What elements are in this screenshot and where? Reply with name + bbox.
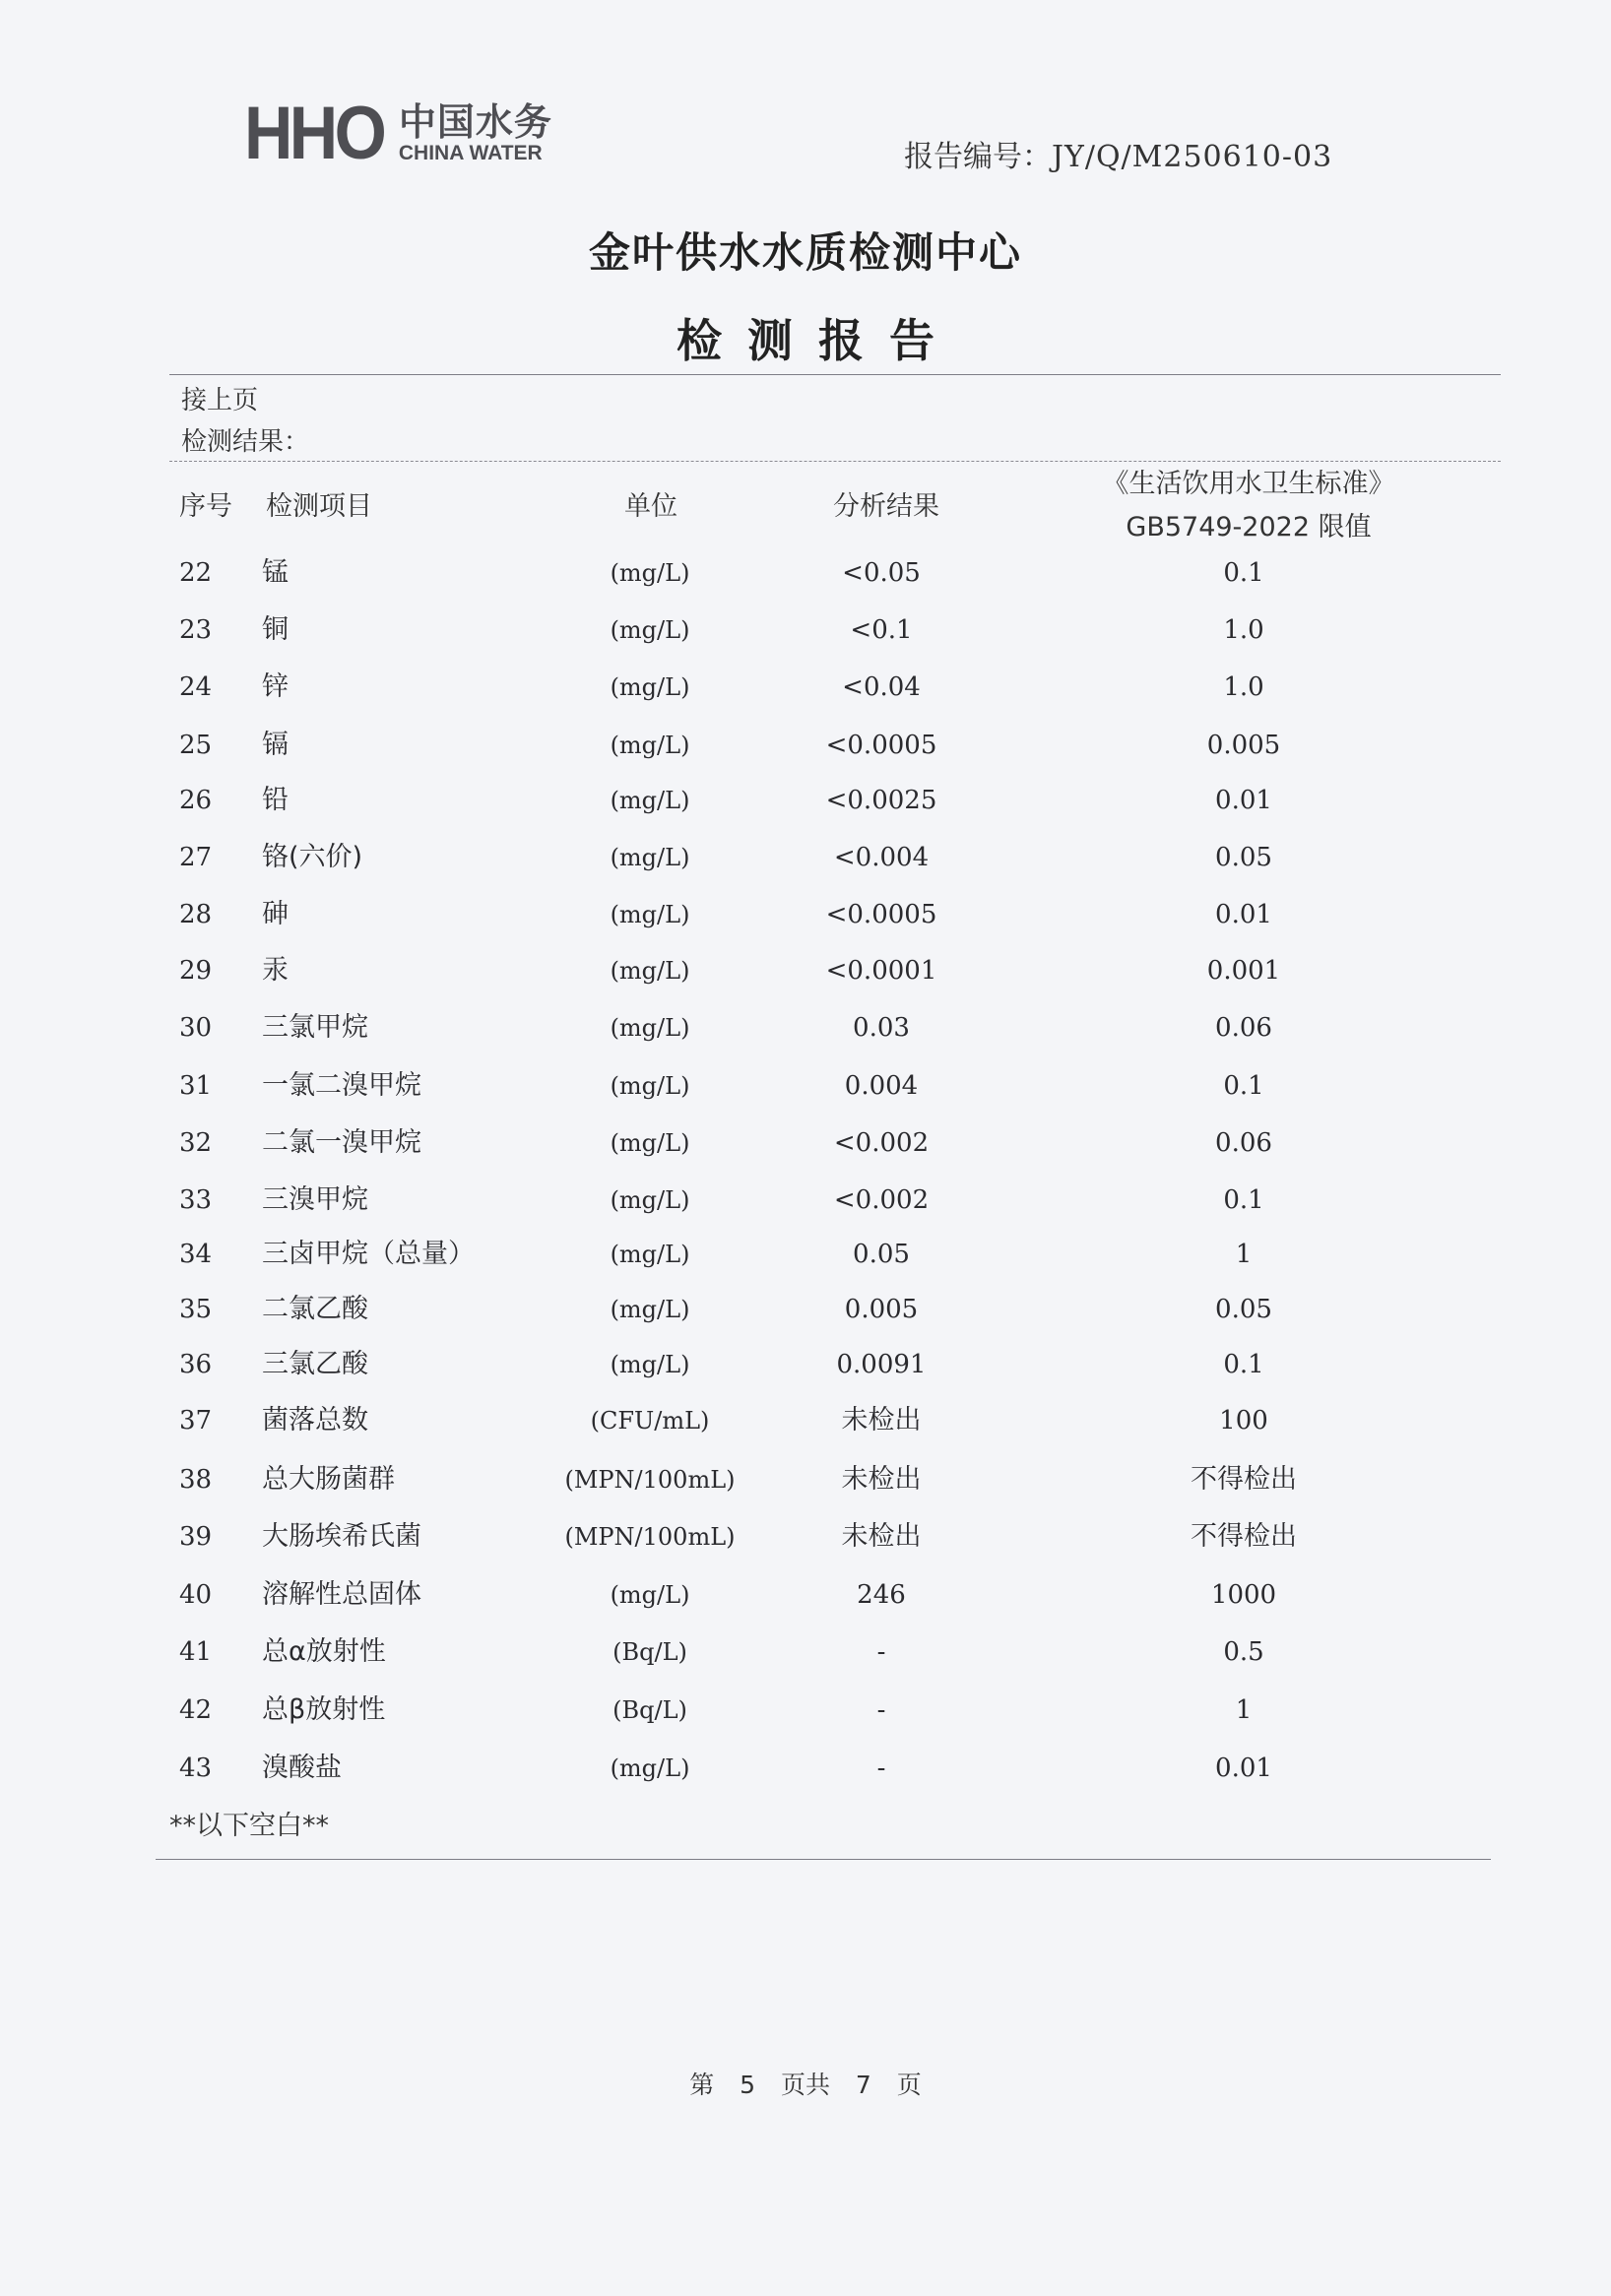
table-row <box>0 1235 1611 1274</box>
test-item: 砷 <box>262 899 289 929</box>
standard-limit: 0.05 <box>1215 1295 1272 1324</box>
row-number: 22 <box>179 558 213 588</box>
blank-below-note: **以下空白** <box>169 1811 329 1841</box>
test-item: 二氯一溴甲烷 <box>262 1127 421 1158</box>
standard-limit: 100 <box>1219 1406 1268 1435</box>
table-row <box>0 1290 1611 1329</box>
row-number: 41 <box>179 1637 213 1667</box>
standard-limit: 1.0 <box>1223 615 1264 645</box>
unit: (CFU/mL) <box>590 1407 710 1435</box>
table-row <box>0 1517 1611 1557</box>
unit: (mg/L) <box>610 1296 690 1323</box>
standard-limit: 不得检出 <box>1191 1464 1297 1495</box>
table-row <box>0 1632 1611 1672</box>
test-item: 三氯乙酸 <box>262 1349 368 1379</box>
page-footer: 第 5 页共 7 页 <box>689 2071 922 2099</box>
row-number: 36 <box>179 1350 213 1379</box>
unit: (mg/L) <box>610 844 690 871</box>
test-item: 汞 <box>262 955 289 986</box>
standard-limit: 0.1 <box>1223 1350 1264 1379</box>
result-value: - <box>876 1695 886 1725</box>
result-value: 未检出 <box>841 1464 922 1495</box>
result-value: 0.004 <box>844 1071 919 1101</box>
row-number: 37 <box>179 1406 213 1435</box>
result-value: <0.0005 <box>825 731 937 760</box>
unit: (mg/L) <box>610 1581 690 1609</box>
result-value: - <box>876 1754 886 1783</box>
unit: (mg/L) <box>610 1241 690 1268</box>
unit: (MPN/100mL) <box>564 1523 736 1551</box>
row-number: 33 <box>179 1185 213 1215</box>
row-number: 31 <box>179 1071 213 1101</box>
organization-title: 金叶供水水质检测中心 <box>588 228 1022 277</box>
test-item: 二氯乙酸 <box>262 1294 368 1324</box>
table-row <box>0 1575 1611 1615</box>
row-number: 38 <box>179 1465 213 1495</box>
table-row <box>0 1690 1611 1730</box>
table-row <box>0 1401 1611 1440</box>
test-item: 总大肠菌群 <box>262 1464 395 1495</box>
result-value: <0.05 <box>842 558 921 588</box>
standard-code: GB5749-2022 限值 <box>1126 512 1372 542</box>
table-row <box>0 1008 1611 1048</box>
row-number: 23 <box>179 615 213 645</box>
row-number: 35 <box>179 1295 213 1324</box>
table-row <box>0 726 1611 765</box>
column-header-unit: 单位 <box>624 491 677 522</box>
logo-mark: HHO <box>244 92 384 175</box>
table-row <box>0 668 1611 707</box>
table-row <box>0 1345 1611 1384</box>
table-row <box>0 1460 1611 1499</box>
table-row <box>0 781 1611 820</box>
unit: (Bq/L) <box>612 1638 687 1666</box>
table-row <box>0 1066 1611 1106</box>
standard-limit: 0.1 <box>1223 1185 1264 1215</box>
result-value: <0.1 <box>850 615 913 645</box>
column-header-no: 序号 <box>179 491 232 522</box>
test-item: 三溴甲烷 <box>262 1184 368 1215</box>
table-row <box>0 895 1611 934</box>
result-value: <0.0001 <box>825 956 937 986</box>
logo-text <box>398 99 552 165</box>
row-number: 25 <box>179 731 213 760</box>
result-value: 0.005 <box>844 1295 919 1324</box>
table-row <box>0 610 1611 650</box>
unit: (mg/L) <box>610 1014 690 1042</box>
column-header-item: 检测项目 <box>266 491 372 522</box>
result-value: 未检出 <box>841 1521 922 1552</box>
result-value: <0.0005 <box>825 900 937 929</box>
row-number: 24 <box>179 672 213 702</box>
test-item: 三卤甲烷（总量） <box>262 1239 475 1269</box>
standard-limit: 0.05 <box>1215 843 1272 872</box>
column-header-result: 分析结果 <box>833 491 939 522</box>
result-value: 0.05 <box>853 1240 910 1269</box>
result-value: - <box>876 1637 886 1667</box>
result-value: 0.0091 <box>836 1350 927 1379</box>
table-row <box>0 1749 1611 1788</box>
standard-name: 《生活饮用水卫生标准》 <box>1102 469 1395 499</box>
test-item: 溶解性总固体 <box>262 1579 421 1610</box>
header-divider <box>169 461 1501 462</box>
table-row <box>0 951 1611 990</box>
test-item: 菌落总数 <box>262 1405 368 1435</box>
row-number: 32 <box>179 1128 213 1158</box>
report-number-value: JY/Q/M250610-03 <box>1052 140 1333 174</box>
test-item: 总β放射性 <box>262 1694 386 1725</box>
test-item: 总α放射性 <box>262 1636 386 1667</box>
row-number: 30 <box>179 1013 213 1043</box>
row-number: 26 <box>179 786 213 815</box>
unit: (mg/L) <box>610 1186 690 1214</box>
unit: (mg/L) <box>610 787 690 814</box>
company-logo <box>244 92 552 175</box>
table-row <box>0 1123 1611 1163</box>
test-item: 大肠埃希氏菌 <box>262 1521 421 1552</box>
standard-limit: 0.001 <box>1206 956 1281 986</box>
standard-limit: 1 <box>1235 1240 1253 1269</box>
document-title: 检测报告 <box>677 314 960 367</box>
row-number: 39 <box>179 1522 213 1552</box>
row-number: 28 <box>179 900 213 929</box>
standard-limit: 0.1 <box>1223 558 1264 588</box>
test-item: 一氯二溴甲烷 <box>262 1070 421 1101</box>
test-item: 锰 <box>262 557 289 588</box>
test-item: 锌 <box>262 671 289 702</box>
result-value: <0.002 <box>833 1128 930 1158</box>
unit: (mg/L) <box>610 732 690 759</box>
result-value: 0.03 <box>853 1013 910 1043</box>
result-value: <0.0025 <box>825 786 937 815</box>
standard-limit: 0.06 <box>1215 1128 1272 1158</box>
standard-limit: 1 <box>1235 1695 1253 1725</box>
unit: (mg/L) <box>610 901 690 928</box>
test-item: 镉 <box>262 730 289 760</box>
unit: (mg/L) <box>610 1351 690 1378</box>
test-item: 铅 <box>262 785 289 815</box>
row-number: 34 <box>179 1240 213 1269</box>
results-label: 检测结果： <box>181 427 310 457</box>
logo-chinese-name: 中国水务 <box>398 99 552 144</box>
standard-limit: 0.01 <box>1215 786 1272 815</box>
unit: (mg/L) <box>610 1754 690 1782</box>
table-row <box>0 553 1611 593</box>
standard-limit: 0.06 <box>1215 1013 1272 1043</box>
standard-limit: 1000 <box>1210 1580 1277 1610</box>
result-value: <0.04 <box>842 672 921 702</box>
unit: (mg/L) <box>610 673 690 701</box>
standard-limit: 1.0 <box>1223 672 1264 702</box>
logo-english-name: CHINA WATER <box>398 142 543 165</box>
standard-limit: 0.01 <box>1215 1754 1272 1783</box>
row-number: 43 <box>179 1754 213 1783</box>
standard-limit: 0.1 <box>1223 1071 1264 1101</box>
report-number-label: 报告编号： <box>904 140 1052 174</box>
test-item: 三氯甲烷 <box>262 1012 368 1043</box>
standard-limit: 不得检出 <box>1191 1521 1297 1552</box>
test-item: 铜 <box>262 614 289 645</box>
test-item: 溴酸盐 <box>262 1753 342 1783</box>
unit: (mg/L) <box>610 1072 690 1100</box>
unit: (mg/L) <box>610 957 690 985</box>
test-item: 铬(六价) <box>262 842 363 872</box>
unit: (mg/L) <box>610 616 690 644</box>
report-number <box>904 132 1332 175</box>
top-divider <box>169 374 1501 375</box>
table-row <box>0 1180 1611 1220</box>
standard-limit: 0.5 <box>1223 1637 1264 1667</box>
row-number: 42 <box>179 1695 213 1725</box>
result-value: 246 <box>857 1580 906 1610</box>
standard-limit: 0.005 <box>1206 731 1281 760</box>
unit: (Bq/L) <box>612 1696 687 1724</box>
result-value: 未检出 <box>841 1405 922 1435</box>
bottom-divider <box>156 1859 1491 1860</box>
table-row <box>0 838 1611 877</box>
row-number: 40 <box>179 1580 213 1610</box>
unit: (MPN/100mL) <box>564 1466 736 1494</box>
result-value: <0.004 <box>833 843 930 872</box>
continued-note: 接上页 <box>181 386 259 415</box>
row-number: 29 <box>179 956 213 986</box>
unit: (mg/L) <box>610 1129 690 1157</box>
unit: (mg/L) <box>610 559 690 587</box>
row-number: 27 <box>179 843 213 872</box>
column-header-standard <box>1042 463 1455 549</box>
standard-limit: 0.01 <box>1215 900 1272 929</box>
result-value: <0.002 <box>833 1185 930 1215</box>
